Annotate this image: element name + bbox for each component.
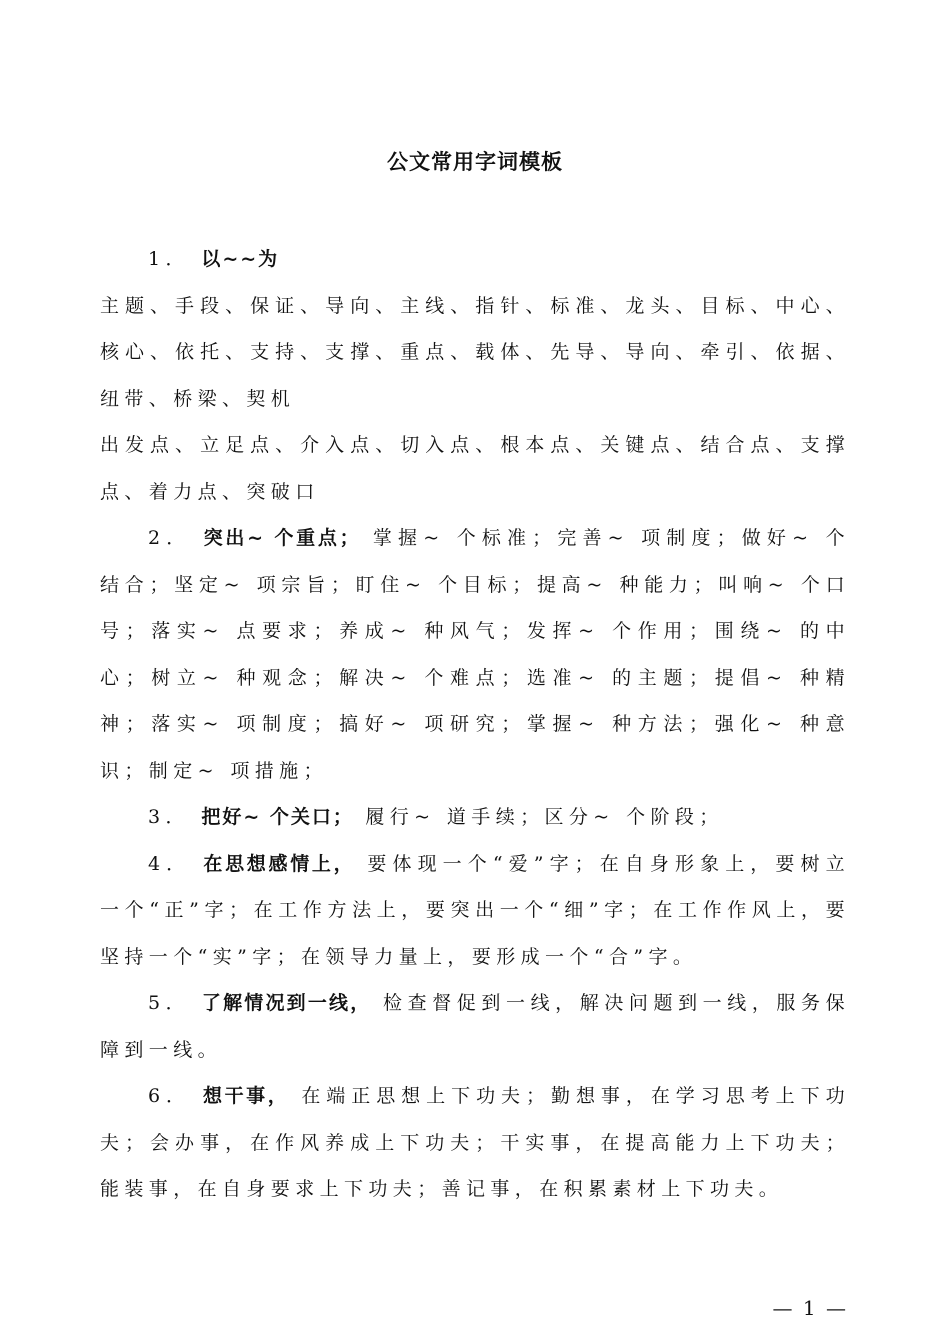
section-body: 检查督促到一线，解决问题到一线，服务保障到一线。 [100,992,850,1061]
section-heading: 以~~为 [201,248,280,270]
section-2 [100,515,850,794]
section-4 [100,841,850,981]
page-number: — 1 — [772,1296,848,1320]
section-body: 履行~ 道手续；区分~ 个阶段； [365,806,724,828]
section-number: 5． [148,992,191,1014]
section-heading: 想干事， [203,1085,290,1107]
section-1-word-list-1: 主题、手段、保证、导向、主线、指针、标准、龙头、目标、中心、核心、依托、支持、支撑、重点、载体、先导、导向、牵引、依据、纽带、桥梁、契机 [100,294,850,410]
document-title: 公文常用字词模板 [387,149,563,174]
section-heading: 突出~ 个重点； [203,527,361,549]
section-number: 2． [148,527,192,549]
section-body: 在端正思想上下功夫；勤想事，在学习思考上下功夫；会办事，在作风养成上下功夫；干实事，在提高能力上下功夫；能装事，在自身要求上下功夫；善记事，在积累素材上下功夫。 [100,1085,850,1200]
section-5 [100,980,850,1073]
section-6 [100,1073,850,1213]
section-body: 掌握~ 个标准；完善~ 项制度；做好~ 个结合；坚定~ 项宗旨；盯住~ 个目标；提高~ 种能力；叫响~ 个口号；落实~ 点要求；养成~ 种风气；发挥~ 个作用；围绕~ 的中心；树立~ 种观念；解决~ 个难点；选准~ 的主题；提倡~ 种精神；落实~ 项制度；搞好~ 项研究；掌握~ 种方法；强化~ 种意识；制定~ 项措施； [100,527,850,782]
section-heading: 在思想感情上， [203,852,356,875]
section-number: 3． [148,806,190,828]
section-number: 4． [148,852,192,875]
section-1 [100,236,850,283]
section-number: 1． [148,248,190,270]
document-content [100,236,850,1213]
section-body: 要体现一个“爱”字；在自身形象上，要树立一个“正”字；在工作方法上，要突出一个“细”字；在工作作风上，要坚持一个“实”字；在领导力量上，要形成一个“合”字。 [100,852,850,968]
section-heading: 把好~ 个关口； [201,806,354,828]
section-1-word-list-2: 出发点、立足点、介入点、切入点、根本点、关键点、结合点、支撑点、着力点、突破口 [100,434,850,503]
section-3 [100,794,850,841]
section-heading: 了解情况到一线， [201,992,372,1014]
section-number: 6． [148,1085,192,1107]
